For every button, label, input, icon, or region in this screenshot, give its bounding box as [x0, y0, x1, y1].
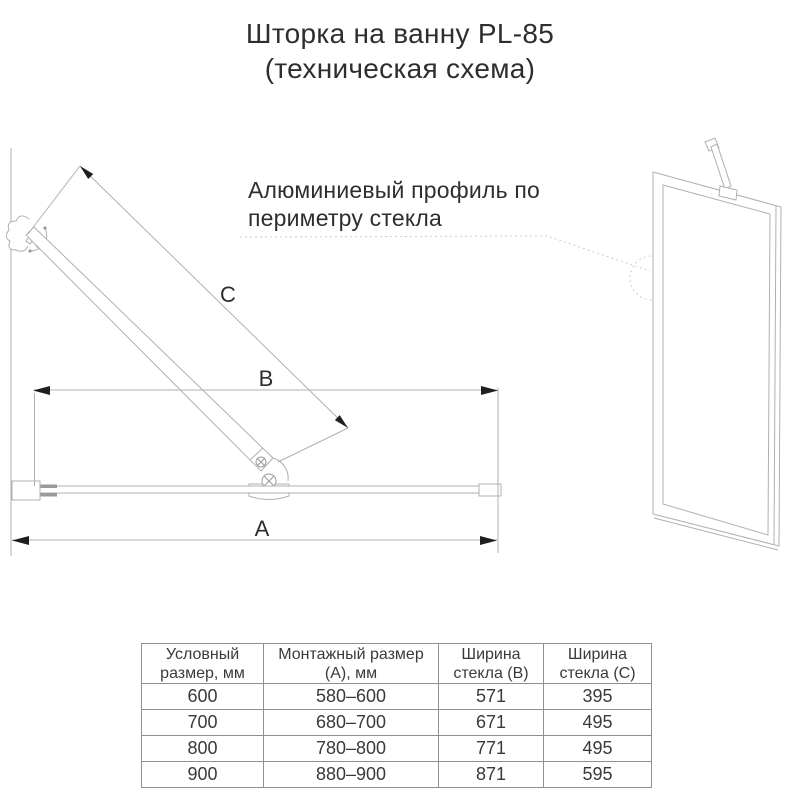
table-cell: 700 — [142, 710, 264, 736]
dim-label-a: A — [254, 516, 270, 541]
table-row — [142, 710, 652, 736]
header-conditional-size: Условный размер, мм — [142, 644, 264, 684]
header-mounting-size: Монтажный размер (А), мм — [264, 644, 439, 684]
dim-label-b: B — [258, 366, 274, 391]
annotation-leader — [240, 236, 674, 300]
table-row — [142, 736, 652, 762]
table-cell: 880–900 — [264, 762, 439, 788]
folding-panel-bar — [26, 227, 273, 471]
table-cell: 680–700 — [264, 710, 439, 736]
page-title-line1: Шторка на ванну PL-85 — [245, 18, 555, 49]
table-cell: 495 — [544, 710, 652, 736]
table-cell: 571 — [439, 684, 544, 710]
size-spec-table — [141, 643, 652, 788]
header-glass-width-b: Ширина стекла (В) — [439, 644, 544, 684]
dimension-a — [12, 516, 497, 545]
table-cell: 495 — [544, 736, 652, 762]
table-cell: 395 — [544, 684, 652, 710]
dimension-c — [28, 166, 348, 462]
table-header-row — [142, 644, 652, 684]
table-row — [142, 684, 652, 710]
page-title-line2: (техническая схема) — [264, 53, 536, 84]
table-cell: 900 — [142, 762, 264, 788]
profile-annotation-line1: Алюминиевый профиль по — [248, 177, 540, 203]
profile-annotation-line2: периметру стекла — [248, 205, 442, 231]
table-cell: 595 — [544, 762, 652, 788]
table-cell: 800 — [142, 736, 264, 762]
table-cell: 671 — [439, 710, 544, 736]
header-glass-width-c: Ширина стекла (С) — [544, 644, 652, 684]
panel-side-view — [653, 138, 781, 550]
table-row — [142, 762, 652, 788]
screw-icon — [256, 457, 266, 467]
table-cell: 771 — [439, 736, 544, 762]
table-cell: 871 — [439, 762, 544, 788]
table-cell: 600 — [142, 684, 264, 710]
table-cell: 780–800 — [264, 736, 439, 762]
dim-label-c: C — [220, 282, 236, 307]
table-cell: 580–600 — [264, 684, 439, 710]
